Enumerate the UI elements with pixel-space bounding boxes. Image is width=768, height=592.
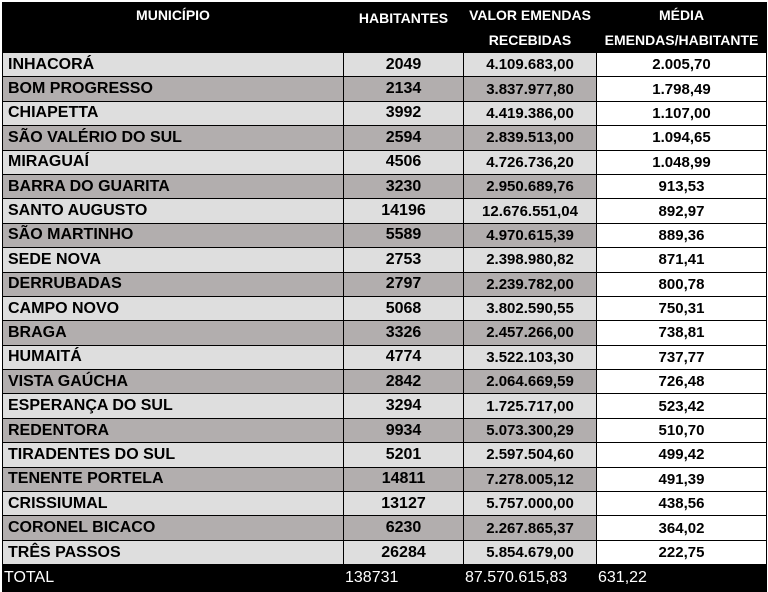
cell-valor: 4.726.736,20 bbox=[464, 150, 597, 174]
total-habitantes: 138731 bbox=[344, 565, 464, 592]
table-row bbox=[3, 223, 767, 247]
cell-municipio: CHIAPETTA bbox=[3, 101, 344, 125]
spreadsheet bbox=[2, 2, 766, 592]
cell-valor: 2.950.689,76 bbox=[464, 174, 597, 198]
cell-habitantes: 6230 bbox=[344, 516, 464, 540]
cell-municipio: TRÊS PASSOS bbox=[3, 540, 344, 564]
cell-valor: 7.278.005,12 bbox=[464, 467, 597, 491]
cell-habitantes: 9934 bbox=[344, 418, 464, 442]
cell-habitantes: 3992 bbox=[344, 101, 464, 125]
header-media-line1: MÉDIA bbox=[658, 7, 705, 23]
header-municipio bbox=[3, 3, 344, 53]
header-municipio-label: MUNICÍPIO bbox=[136, 7, 210, 23]
cell-valor: 5.073.300,29 bbox=[464, 418, 597, 442]
cell-municipio: DERRUBADAS bbox=[3, 272, 344, 296]
cell-municipio: TENENTE PORTELA bbox=[3, 467, 344, 491]
cell-valor: 3.522.103,30 bbox=[464, 345, 597, 369]
cell-media: 364,02 bbox=[597, 516, 767, 540]
table-row bbox=[3, 467, 767, 491]
cell-habitantes: 5068 bbox=[344, 296, 464, 320]
table-row bbox=[3, 101, 767, 125]
cell-valor: 2.239.782,00 bbox=[464, 272, 597, 296]
header-media-line2: EMENDAS/HABITANTE bbox=[604, 31, 759, 48]
header-valor-line1: VALOR EMENDAS bbox=[469, 7, 591, 23]
cell-habitantes: 5201 bbox=[344, 443, 464, 467]
table-row bbox=[3, 126, 767, 150]
cell-habitantes: 14196 bbox=[344, 199, 464, 223]
cell-municipio: HUMAITÁ bbox=[3, 345, 344, 369]
cell-valor: 4.970.615,39 bbox=[464, 223, 597, 247]
cell-valor: 5.757.000,00 bbox=[464, 492, 597, 516]
cell-habitantes: 2049 bbox=[344, 53, 464, 77]
cell-habitantes: 2842 bbox=[344, 370, 464, 394]
cell-municipio: BRAGA bbox=[3, 321, 344, 345]
table-row bbox=[3, 443, 767, 467]
cell-media: 800,78 bbox=[597, 272, 767, 296]
cell-media: 737,77 bbox=[597, 345, 767, 369]
header-habitantes-label: HABITANTES bbox=[358, 10, 449, 26]
cell-municipio: ESPERANÇA DO SUL bbox=[3, 394, 344, 418]
table-row bbox=[3, 418, 767, 442]
cell-habitantes: 2753 bbox=[344, 248, 464, 272]
cell-municipio: SEDE NOVA bbox=[3, 248, 344, 272]
table-row bbox=[3, 370, 767, 394]
cell-municipio: REDENTORA bbox=[3, 418, 344, 442]
cell-habitantes: 26284 bbox=[344, 540, 464, 564]
header-row bbox=[3, 3, 767, 53]
cell-habitantes: 3230 bbox=[344, 174, 464, 198]
cell-media: 892,97 bbox=[597, 199, 767, 223]
cell-municipio: INHACORÁ bbox=[3, 53, 344, 77]
table-row bbox=[3, 199, 767, 223]
cell-media: 499,42 bbox=[597, 443, 767, 467]
cell-habitantes: 2594 bbox=[344, 126, 464, 150]
cell-municipio: SÃO VALÉRIO DO SUL bbox=[3, 126, 344, 150]
table-row bbox=[3, 53, 767, 77]
cell-municipio: CORONEL BICACO bbox=[3, 516, 344, 540]
cell-habitantes: 2797 bbox=[344, 272, 464, 296]
cell-valor: 3.837.977,80 bbox=[464, 77, 597, 101]
cell-media: 491,39 bbox=[597, 467, 767, 491]
cell-municipio: BARRA DO GUARITA bbox=[3, 174, 344, 198]
cell-valor: 1.725.717,00 bbox=[464, 394, 597, 418]
cell-valor: 2.398.980,82 bbox=[464, 248, 597, 272]
cell-media: 738,81 bbox=[597, 321, 767, 345]
cell-valor: 2.597.504,60 bbox=[464, 443, 597, 467]
cell-habitantes: 14811 bbox=[344, 467, 464, 491]
cell-valor: 4.109.683,00 bbox=[464, 53, 597, 77]
cell-media: 1.048,99 bbox=[597, 150, 767, 174]
cell-media: 889,36 bbox=[597, 223, 767, 247]
cell-habitantes: 13127 bbox=[344, 492, 464, 516]
cell-media: 726,48 bbox=[597, 370, 767, 394]
cell-habitantes: 4774 bbox=[344, 345, 464, 369]
header-media bbox=[597, 3, 767, 53]
cell-habitantes: 2134 bbox=[344, 77, 464, 101]
total-media: 631,22 bbox=[597, 565, 767, 592]
cell-habitantes: 3326 bbox=[344, 321, 464, 345]
cell-municipio: MIRAGUAÍ bbox=[3, 150, 344, 174]
total-label: TOTAL bbox=[3, 565, 344, 592]
header-valor bbox=[464, 3, 597, 53]
cell-municipio: VISTA GAÚCHA bbox=[3, 370, 344, 394]
cell-municipio: SÃO MARTINHO bbox=[3, 223, 344, 247]
cell-valor: 2.839.513,00 bbox=[464, 126, 597, 150]
table-row bbox=[3, 77, 767, 101]
cell-municipio: CRISSIUMAL bbox=[3, 492, 344, 516]
table-row bbox=[3, 174, 767, 198]
cell-media: 913,53 bbox=[597, 174, 767, 198]
cell-valor: 3.802.590,55 bbox=[464, 296, 597, 320]
cell-municipio: BOM PROGRESSO bbox=[3, 77, 344, 101]
table-row bbox=[3, 492, 767, 516]
cell-media: 523,42 bbox=[597, 394, 767, 418]
cell-valor: 2.457.266,00 bbox=[464, 321, 597, 345]
cell-valor: 2.267.865,37 bbox=[464, 516, 597, 540]
cell-media: 871,41 bbox=[597, 248, 767, 272]
cell-media: 438,56 bbox=[597, 492, 767, 516]
header-valor-line2: RECEBIDAS bbox=[488, 31, 572, 48]
table-row bbox=[3, 296, 767, 320]
total-valor: 87.570.615,83 bbox=[464, 565, 597, 592]
table-header bbox=[3, 3, 767, 53]
cell-valor: 2.064.669,59 bbox=[464, 370, 597, 394]
cell-media: 510,70 bbox=[597, 418, 767, 442]
table-row bbox=[3, 516, 767, 540]
table-row bbox=[3, 321, 767, 345]
cell-valor: 12.676.551,04 bbox=[464, 199, 597, 223]
total-row bbox=[3, 565, 767, 592]
cell-municipio: SANTO AUGUSTO bbox=[3, 199, 344, 223]
cell-media: 2.005,70 bbox=[597, 53, 767, 77]
cell-media: 750,31 bbox=[597, 296, 767, 320]
table-row bbox=[3, 394, 767, 418]
cell-media: 222,75 bbox=[597, 540, 767, 564]
cell-valor: 4.419.386,00 bbox=[464, 101, 597, 125]
table-row bbox=[3, 345, 767, 369]
cell-habitantes: 3294 bbox=[344, 394, 464, 418]
table-row bbox=[3, 248, 767, 272]
header-habitantes bbox=[344, 3, 464, 53]
cell-municipio: TIRADENTES DO SUL bbox=[3, 443, 344, 467]
cell-municipio: CAMPO NOVO bbox=[3, 296, 344, 320]
cell-habitantes: 5589 bbox=[344, 223, 464, 247]
table-row bbox=[3, 150, 767, 174]
table-row bbox=[3, 272, 767, 296]
cell-media: 1.798,49 bbox=[597, 77, 767, 101]
table-row bbox=[3, 540, 767, 564]
emendas-table bbox=[2, 2, 767, 592]
table-body bbox=[3, 53, 767, 565]
cell-habitantes: 4506 bbox=[344, 150, 464, 174]
cell-valor: 5.854.679,00 bbox=[464, 540, 597, 564]
cell-media: 1.094,65 bbox=[597, 126, 767, 150]
cell-media: 1.107,00 bbox=[597, 101, 767, 125]
